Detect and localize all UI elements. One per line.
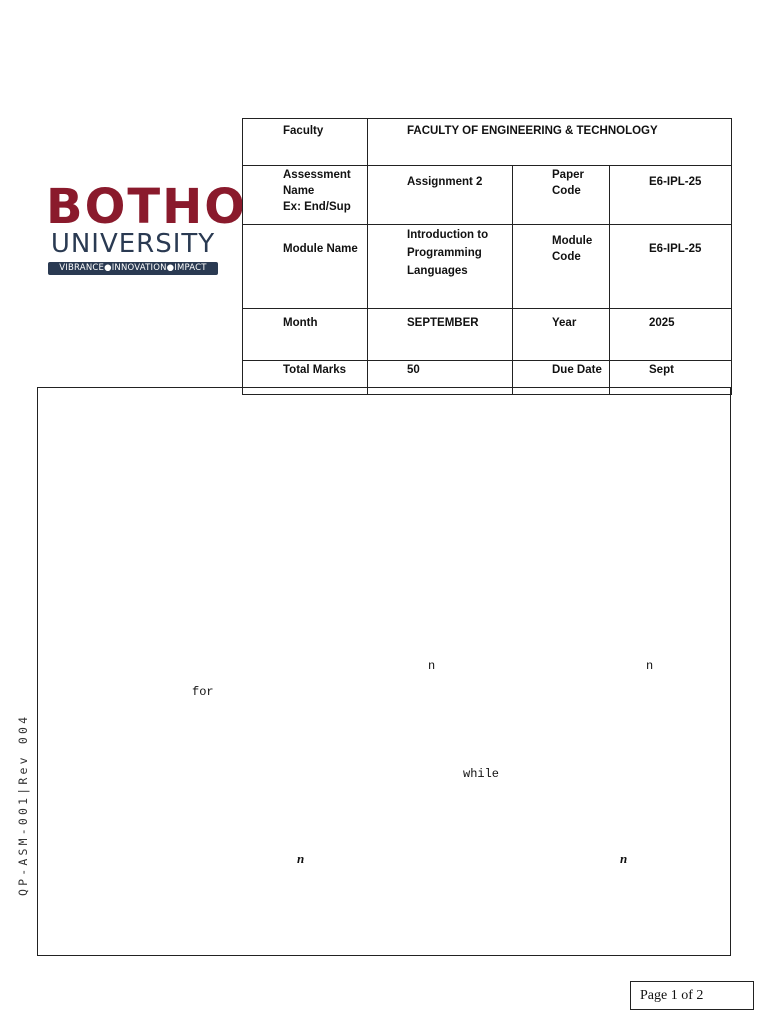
month-value: SEPTEMBER [368, 309, 513, 361]
question-content-box [37, 387, 731, 956]
module-name-line2: Programming [407, 247, 482, 259]
table-row-month [243, 309, 732, 361]
due-date-label: Due Date [513, 361, 610, 395]
table-row-faculty [243, 119, 732, 166]
paper-code-label-line2: Code [552, 185, 581, 197]
logo-subtitle: UNIVERSITY [50, 229, 216, 259]
assessment-name-label [243, 166, 368, 225]
fragment-n-3: n [297, 851, 305, 866]
table-row-module [243, 225, 732, 309]
year-label: Year [513, 309, 610, 361]
paper-code-label-line1: Paper [552, 169, 584, 181]
module-code-label [513, 225, 610, 309]
assessment-label-line3: Ex: End/Sup [283, 201, 351, 213]
module-code-label-line1: Module [552, 235, 593, 247]
assessment-label-line1: Assessment [283, 169, 351, 181]
module-code-value: E6-IPL-25 [610, 225, 732, 309]
module-name-label: Module Name [243, 225, 368, 309]
fragment-while-keyword: while [463, 767, 500, 781]
year-value: 2025 [610, 309, 732, 361]
module-name-line1: Introduction to [407, 229, 489, 241]
module-name-line3: Languages [407, 265, 468, 277]
faculty-value: FACULTY OF ENGINEERING & TECHNOLOGY [368, 119, 732, 166]
assessment-name-value: Assignment 2 [368, 166, 513, 225]
faculty-label: Faculty [243, 119, 368, 166]
fragment-n-4: n [620, 851, 628, 866]
university-logo [46, 179, 248, 276]
fragment-n-1: n [428, 659, 436, 673]
page-number: Page 1 of 2 [630, 981, 754, 1010]
month-label: Month [243, 309, 368, 361]
table-row-assessment [243, 166, 732, 225]
assessment-info-table [242, 118, 732, 395]
module-name-value [368, 225, 513, 309]
due-date-value: Sept [610, 361, 732, 395]
total-marks-label: Total Marks [243, 361, 368, 395]
assessment-label-line2: Name [283, 185, 315, 197]
paper-code-label [513, 166, 610, 225]
fragment-for-keyword: for [192, 685, 214, 699]
document-code-label: QP-ASM-001|Rev 004 [16, 713, 30, 896]
total-marks-value: 50 [368, 361, 513, 395]
logo-wordmark: BOTHO [46, 179, 248, 235]
paper-code-value: E6-IPL-25 [610, 166, 732, 225]
module-code-label-line2: Code [552, 251, 581, 263]
logo-tagline: VIBRANCE●INNOVATION●IMPACT [48, 262, 218, 275]
fragment-n-2: n [646, 659, 654, 673]
